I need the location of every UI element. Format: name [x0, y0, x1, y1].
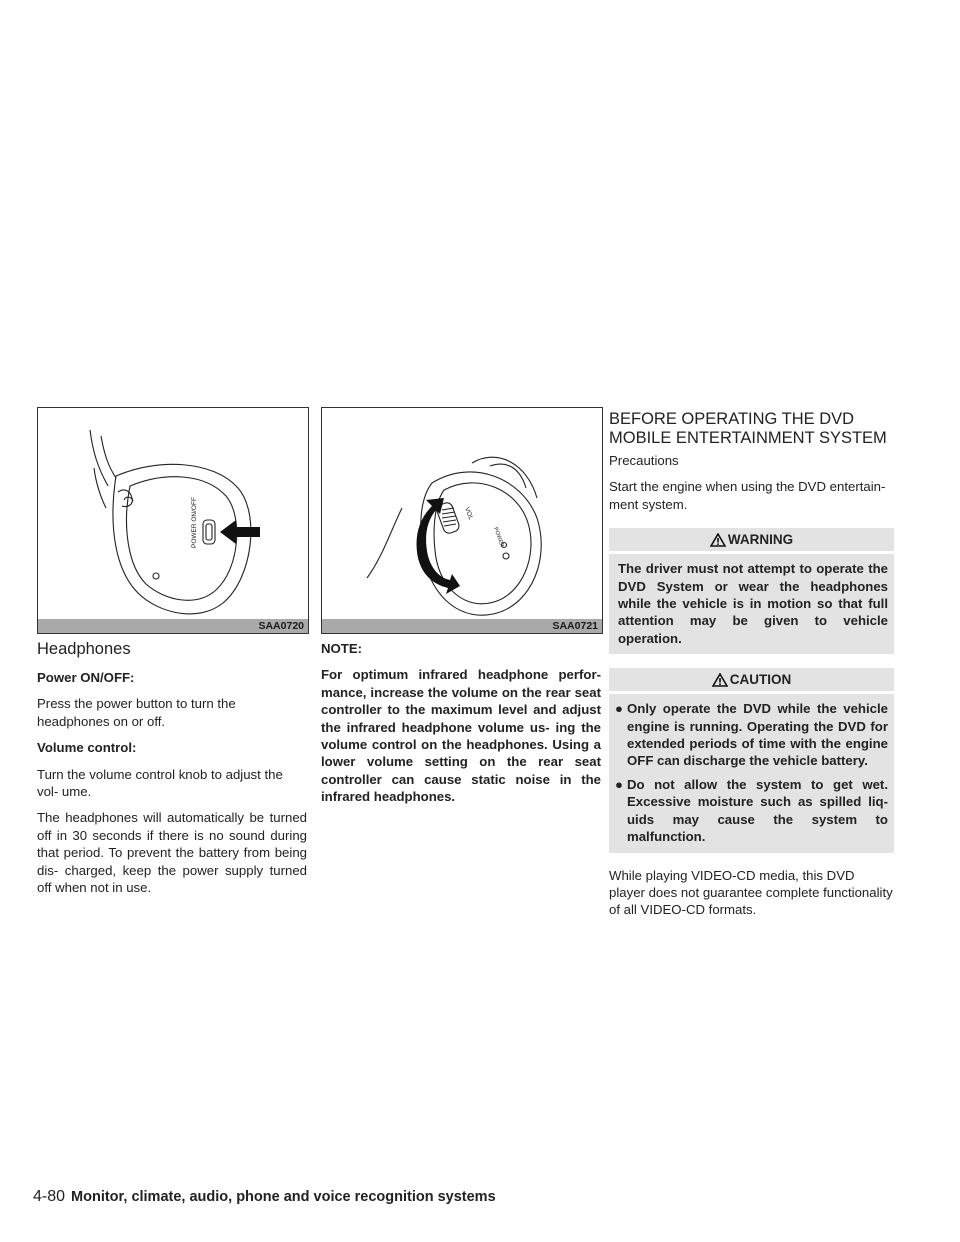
page-number: 4-80: [33, 1188, 66, 1205]
precautions-heading: Precautions: [609, 453, 679, 468]
figure-headphone-power: [37, 407, 309, 634]
chapter-title: Monitor, climate, audio, phone and voice recognition systems: [71, 1189, 496, 1205]
warning-triangle-icon: [712, 673, 728, 687]
headphone-power-button-illustration: [38, 408, 308, 633]
volume-text: Turn the volume control knob to adjust the vol- ume.: [37, 766, 283, 800]
headphones-section: [37, 640, 307, 905]
figure-label: SAA0720: [252, 619, 308, 633]
warning-header: WARNING: [609, 528, 894, 551]
volume-heading: Volume control:: [37, 740, 137, 756]
caution-box: [609, 694, 894, 852]
vol-text: VOL: [463, 506, 475, 521]
power-onoff-text: POWER ON/OFF: [191, 497, 198, 548]
list-item: ● Only operate the DVD while the vehicle engine is running. Operating the DVD for extended periods of time with the engine OFF can discharge the vehicle battery.: [615, 701, 888, 769]
note-heading: NOTE:: [321, 641, 363, 656]
note-text: For optimum infrared headphone perfor- mance, increase the volume on the rear seat controller to the maximum level and adjust the infrared headphone volume us- ing the volume control on the headphones. Using a lower volume setting on the rear seat controller can cause static noise in the infrared headphones.: [321, 667, 601, 805]
figure-label: SAA0721: [546, 619, 602, 633]
list-item: ● Do not allow the system to get wet. Excessive moisture such as spilled liq- uids may cause the system to malfunction.: [615, 776, 888, 845]
power-heading: Power ON/OFF:: [37, 670, 135, 685]
power-text: Press the power button to turn the headphones on or off.: [37, 696, 236, 729]
auto-off-text: The headphones will automatically be turned off in 30 seconds if there is no sound during that period. To prevent the battery from being dis- charged, keep the power supply turned off when not in use.: [37, 810, 307, 896]
figure-headphone-volume: [321, 407, 603, 634]
headphone-volume-knob-illustration: [322, 408, 602, 633]
power-side-text: POWER: [492, 526, 505, 549]
section-title: Headphones: [37, 640, 131, 658]
arrow-icon: [220, 520, 260, 544]
page-footer: [33, 1188, 496, 1206]
start-text: Start the engine when using the DVD entertain- ment system.: [609, 479, 886, 512]
dvd-section: [609, 452, 894, 928]
dvd-section-title: BEFORE OPERATING THE DVD MOBILE ENTERTAINMENT SYSTEM: [609, 410, 887, 447]
warning-triangle-icon: [710, 533, 726, 547]
video-cd-text: While playing VIDEO-CD media, this DVD player does not guarantee complete functionality of all VIDEO-CD formats.: [609, 867, 893, 918]
note-section: [321, 640, 601, 815]
caution-header: CAUTION: [609, 668, 894, 691]
warning-text: The driver must not attempt to operate the DVD System or wear the headphones while the vehicle is in motion so that full attention may be given to vehicle operation.: [609, 554, 894, 654]
